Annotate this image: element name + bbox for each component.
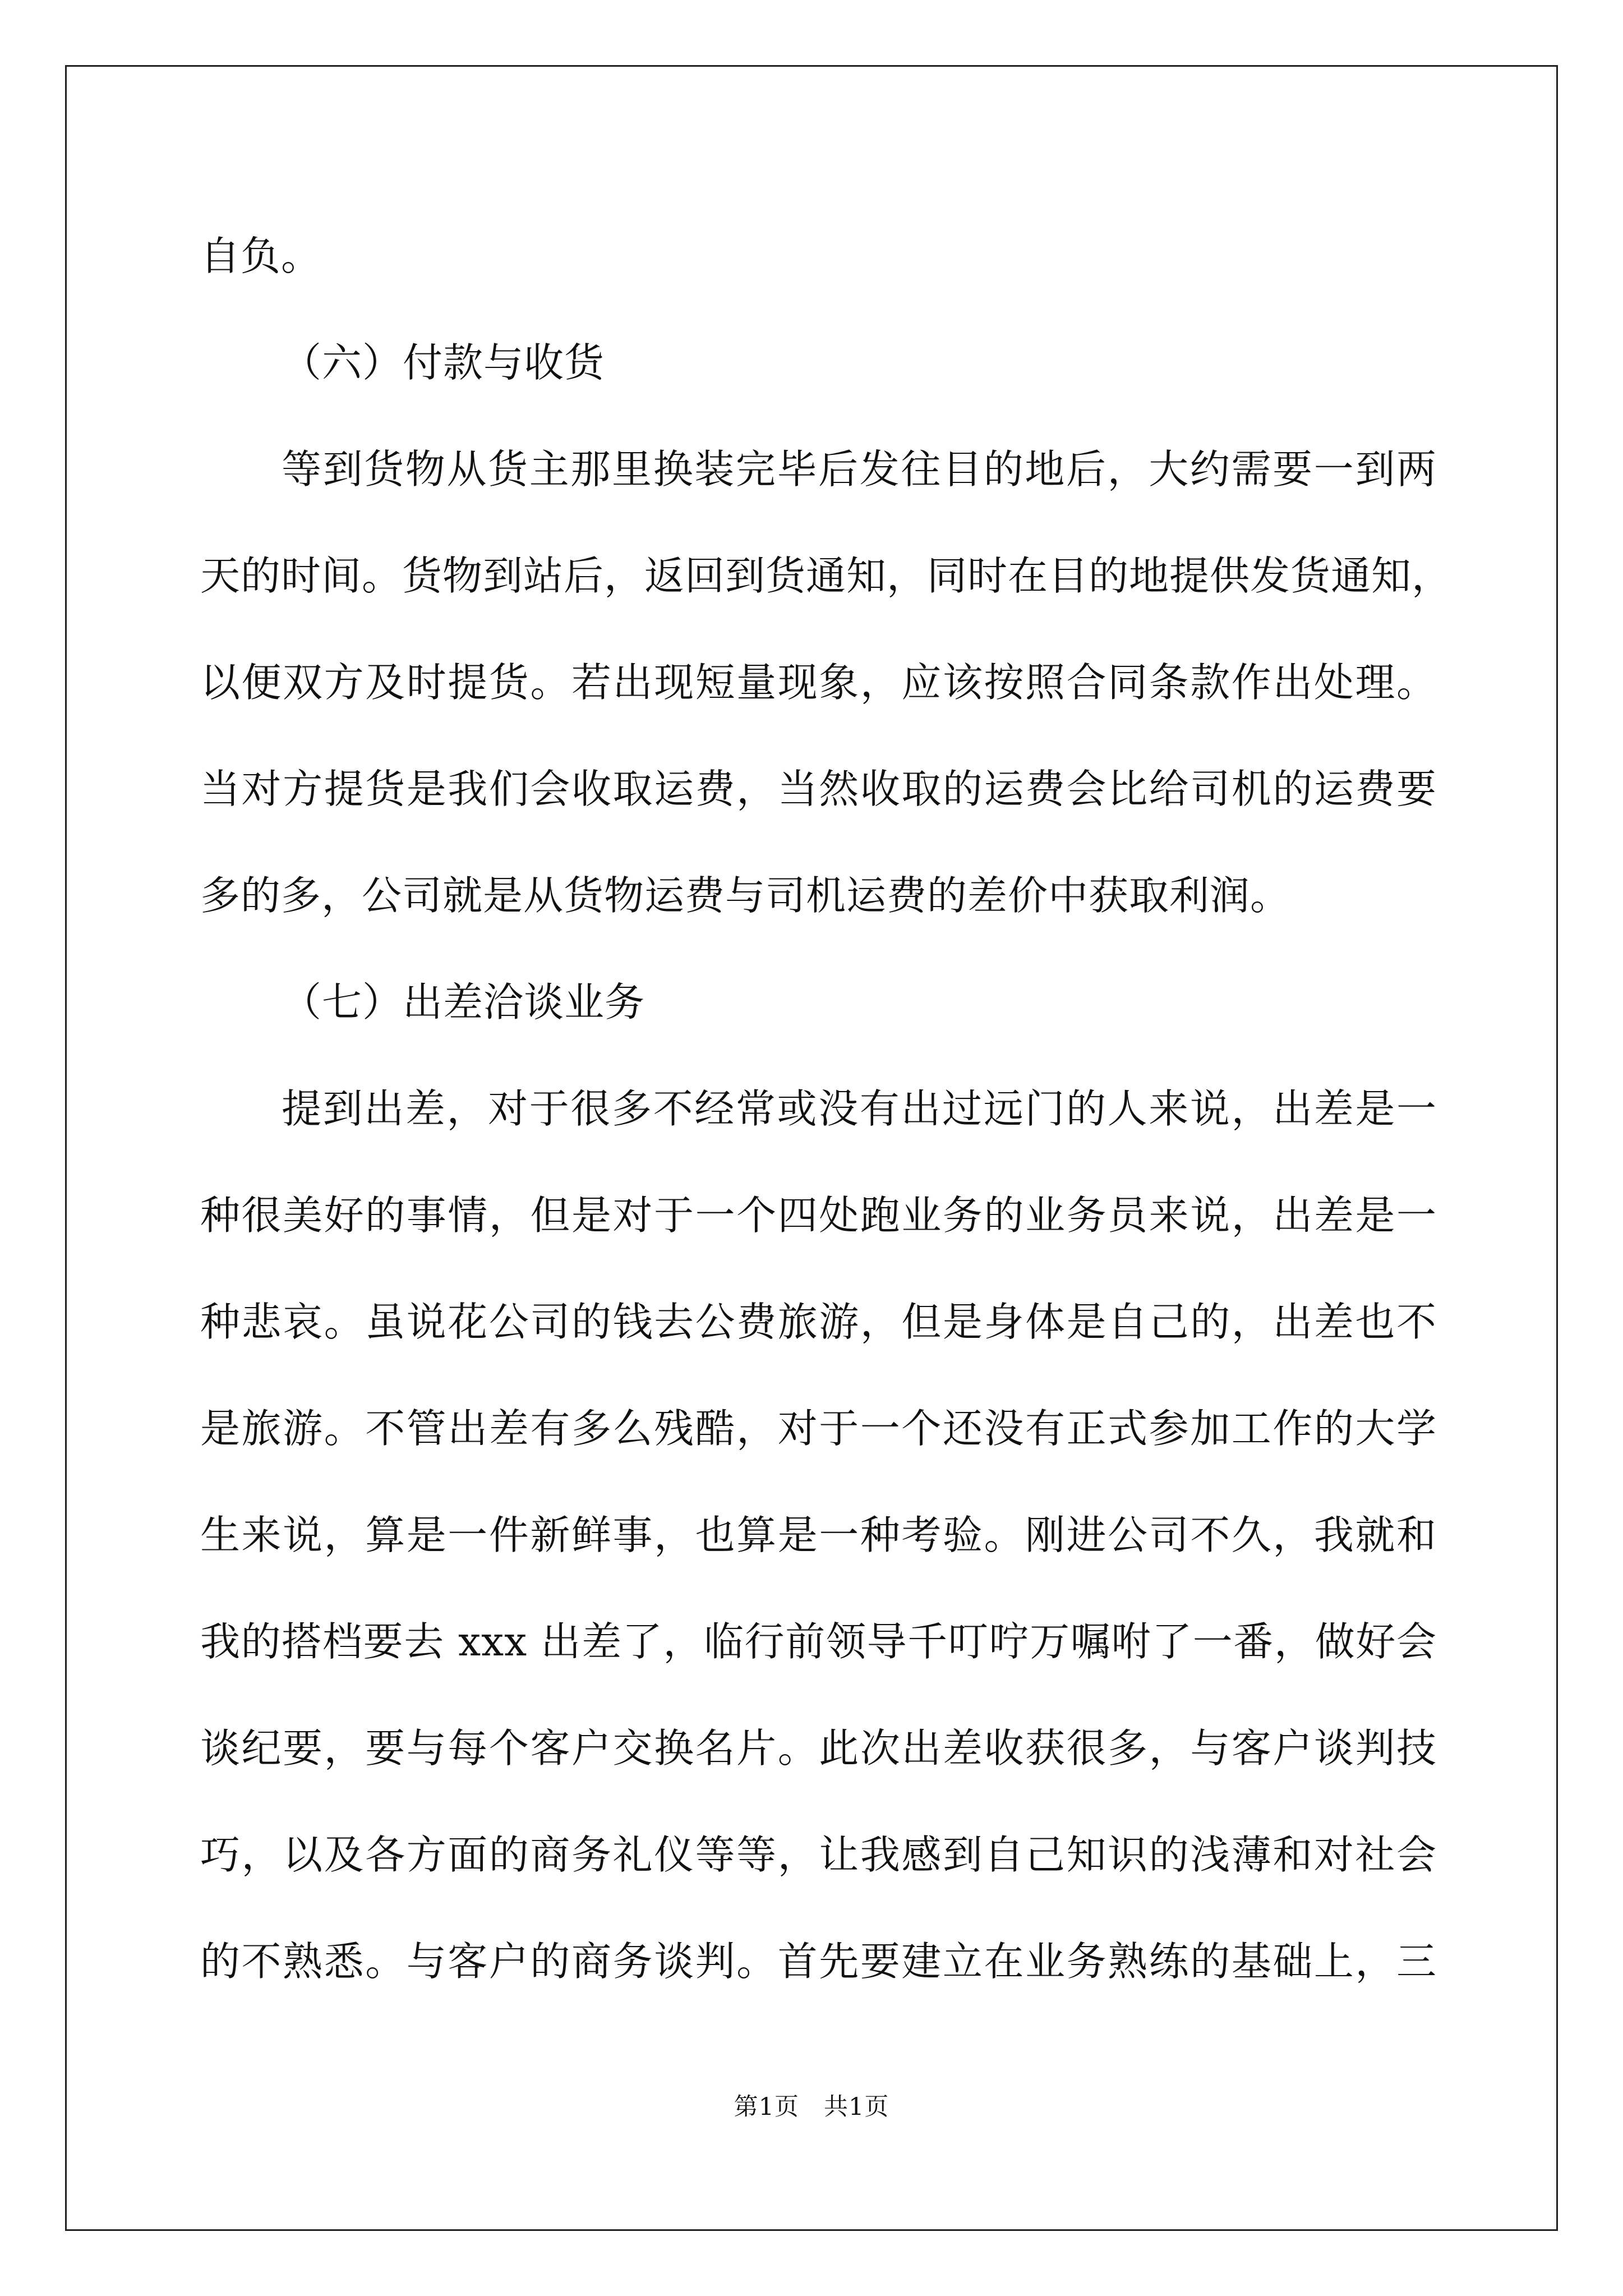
text-line: 种很美好的事情，但是对于一个四处跑业务的业务员来说，出差是一 <box>200 1192 1437 1239</box>
text-line: 种悲哀。虽说花公司的钱去公费旅游，但是身体是自己的，出差也不 <box>200 1299 1437 1345</box>
text-line: 提到出差，对于很多不经常或没有出过远门的人来说，出差是一 <box>282 1085 1437 1132</box>
text-line: 多的多，公司就是从货物运费与司机运费的差价中获取利润。 <box>200 872 1291 919</box>
text-line: 的不熟悉。与客户的商务谈判。首先要建立在业务熟练的基础上，三 <box>200 1938 1437 1985</box>
text-line: 天的时间。货物到站后，返回到货通知，同时在目的地提供发货通知， <box>200 553 1453 599</box>
text-line: 是旅游。不管出差有多么残酷，对于一个还没有正式参加工作的大学 <box>200 1405 1437 1452</box>
page-footer: 第1页 共1页 <box>734 2093 889 2121</box>
text-line: 巧，以及各方面的商务礼仪等等，让我感到自己知识的浅薄和对社会 <box>200 1832 1437 1878</box>
text-line: 谈纪要，要与每个客户交换名片。此次出差收获很多，与客户谈判技 <box>200 1725 1437 1772</box>
text-line: 当对方提货是我们会收取运费，当然收取的运费会比给司机的运费要 <box>200 766 1437 812</box>
text-line: 以便双方及时提货。若出现短量现象，应该按照合同条款作出处理。 <box>200 659 1437 706</box>
text-line: 自负。 <box>200 233 322 279</box>
section-heading-6: （六）付款与收货 <box>282 339 605 386</box>
document-body <box>200 203 1453 2015</box>
text-line: 等到货物从货主那里换装完毕后发往目的地后，大约需要一到两 <box>282 446 1437 493</box>
text-line: 生来说，算是一件新鲜事，也算是一种考验。刚进公司不久，我就和 <box>200 1512 1437 1558</box>
text-line: 我的搭档要去 xxx 出差了，临行前领导千叮咛万嘱咐了一番，做好会 <box>200 1618 1437 1665</box>
section-heading-7: （七）出差洽谈业务 <box>282 979 645 1025</box>
